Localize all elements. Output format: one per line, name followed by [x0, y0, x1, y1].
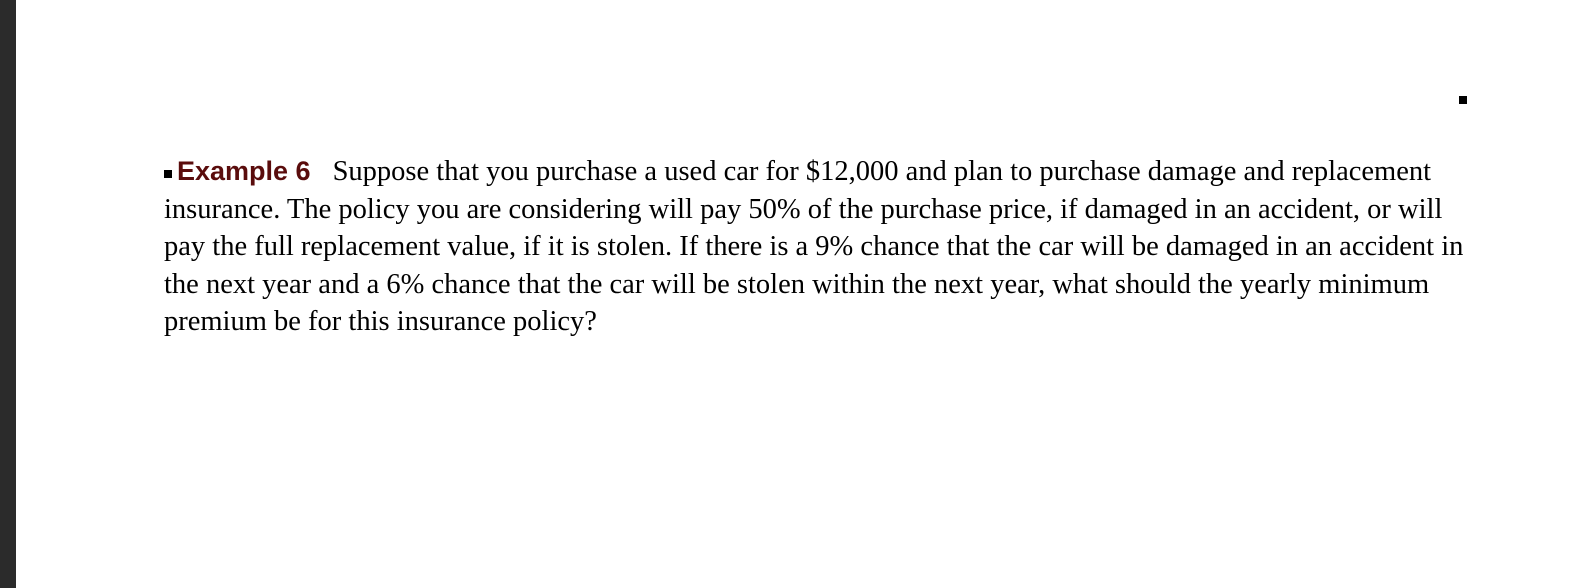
corner-marker: [1459, 96, 1467, 104]
example-paragraph: [164, 153, 1474, 341]
bullet-icon: [164, 170, 172, 178]
example-text: Suppose that you purchase a used car for $12,000 and plan to purchase damage and replacement insurance. The policy you are considering will pay 50% of the purchase price, if damaged in an accident, or will pay the full replacement value, if it is stolen. If there is a 9% chance that the car will be damaged in an accident in the next year and a 6% chance that the car will be stolen within the next year, what should the yearly minimum premium be for this insurance policy?: [164, 156, 1464, 337]
example-label: Example 6: [177, 156, 311, 186]
viewer-left-edge: [0, 0, 16, 588]
